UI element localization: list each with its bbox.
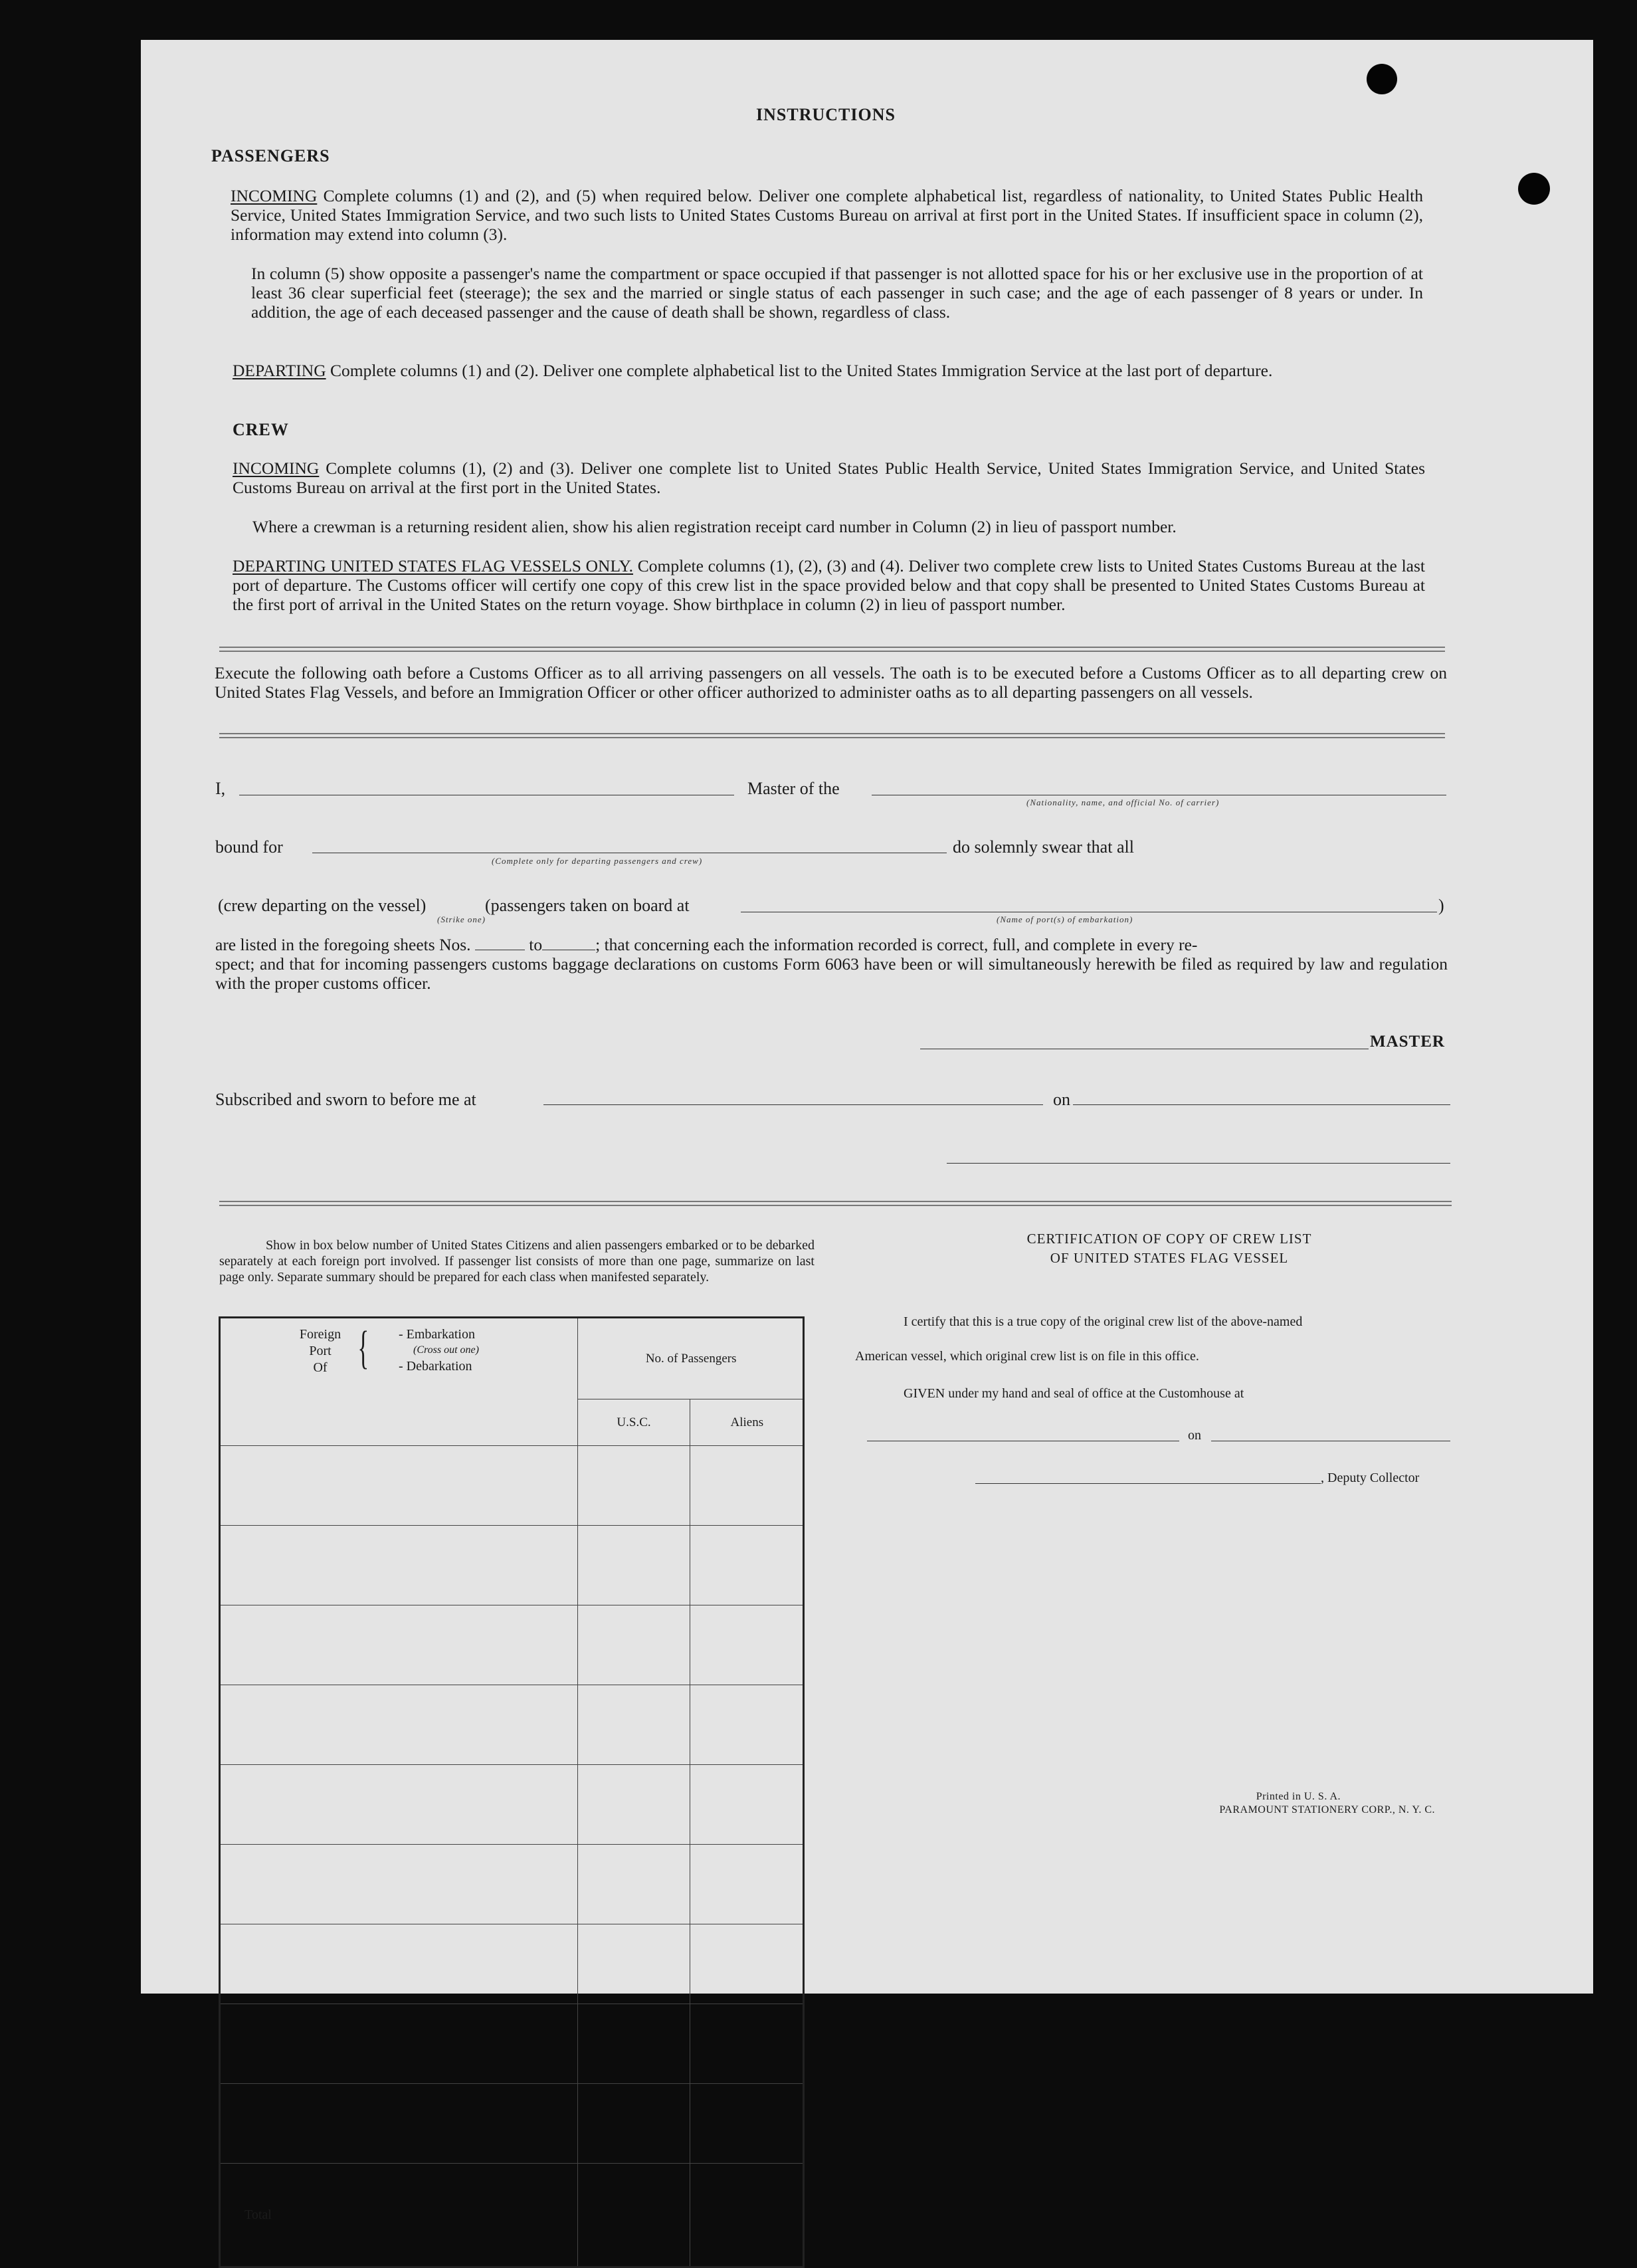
certification-title-line1: CERTIFICATION OF COPY OF CREW LIST bbox=[1026, 1231, 1312, 1247]
oath-rest-paragraph: spect; and that for incoming passengers customs baggage declarations on customs Form 6063 have been or will simultaneously herewith be filed as required by law and regulation with the proper customs officer. bbox=[215, 954, 1448, 993]
oath-i-label: I, bbox=[215, 779, 226, 798]
passengers-taken-option: (passengers taken on board at bbox=[485, 896, 690, 915]
certification-title-line2: OF UNITED STATES FLAG VESSEL bbox=[1050, 1250, 1289, 1266]
given-text: GIVEN under my hand and seal of office at the Customhouse at bbox=[904, 1386, 1244, 1401]
punch-hole-right bbox=[1518, 173, 1550, 205]
crew-resident-paragraph: Where a crewman is a returning resident alien, show his alien registration receipt card number in Column (2) in lieu of passport number. bbox=[252, 517, 1177, 536]
printer-imprint bbox=[1129, 1790, 1435, 1817]
of-label: Of bbox=[313, 1360, 328, 1375]
bound-for-label: bound for bbox=[215, 837, 283, 857]
usc-header: U.S.C. bbox=[578, 1399, 690, 1446]
passengers-column5-paragraph: In column (5) show opposite a passenger's name the compartment or space occupied if that passenger is not allotted space for his or her exclusive use in the proportion of at least 36 clear superficial feet (steerage); the sex and the married or single status of each passenger in such case; and the age of each passenger of 8 years or under. In addition, the age of each deceased passenger and the cause of death shall be shown, regardless of class. bbox=[251, 264, 1423, 322]
sworn-date-field[interactable] bbox=[1073, 1104, 1450, 1105]
ports-caption: (Name of port(s) of embarkation) bbox=[997, 914, 1133, 924]
to-label: to bbox=[529, 935, 543, 954]
passengers-departing-paragraph bbox=[233, 361, 1423, 380]
embarkation-label: - Embarkation bbox=[399, 1327, 475, 1342]
cross-out-label: (Cross out one) bbox=[413, 1344, 479, 1356]
divider-after-instructions bbox=[219, 647, 1445, 652]
swear-label: do solemnly swear that all bbox=[953, 837, 1134, 857]
port-label: Port bbox=[309, 1344, 332, 1358]
summary-instruction: Show in box below number of United States Citizens and alien passengers embarked or to be debarked separately at each foreign port involved. If passenger list consists of more than one page, summarize on last page only. Separate summary should be prepared for each class when manifested separately. bbox=[219, 1238, 815, 1285]
instructions-title: INSTRUCTIONS bbox=[756, 105, 896, 124]
certification-title bbox=[930, 1229, 1408, 1268]
master-label: MASTER bbox=[1370, 1033, 1445, 1051]
certify-line2: American vessel, which original crew list is on file in this office. bbox=[855, 1349, 1199, 1364]
oath-intro-paragraph: Execute the following oath before a Customs Officer as to all arriving passengers on all vessels. The oath is to be executed before a Customs Officer as to all departing crew on United States Flag Vessels, and before an Immigration Officer or other officer authorized to administer oaths as to all departing passengers on all vessels. bbox=[215, 663, 1447, 702]
brace-icon: { bbox=[357, 1322, 369, 1374]
divider-before-summary bbox=[219, 1201, 1452, 1206]
punch-hole-top bbox=[1367, 64, 1397, 94]
printer-line2: PARAMOUNT STATIONERY CORP., N. Y. C. bbox=[1219, 1804, 1435, 1815]
certification-on-label: on bbox=[1188, 1428, 1201, 1443]
deputy-collector-label: , Deputy Collector bbox=[1321, 1471, 1420, 1485]
crew-departing-paragraph bbox=[233, 556, 1425, 614]
passengers-heading: PASSENGERS bbox=[211, 146, 330, 165]
aliens-header: Aliens bbox=[690, 1399, 804, 1446]
concerning-text: ; that concerning each the information recorded is correct, full, and complete in every re- bbox=[595, 935, 1198, 954]
crew-departing-text: Complete columns (1), (2), (3) and (4). Deliver two complete crew lists to United States Customs Bureau at the last port of departure. The Customs officer will certify one copy of this crew list in the space provided below and that copy shall be presented to United States Customs Bureau at the first port of arrival in the United States on the return voyage. Show birthplace in column (2) in lieu of passport number. bbox=[233, 556, 1425, 614]
summary-table-frame bbox=[219, 1316, 805, 2268]
master-of-label: Master of the bbox=[747, 779, 840, 798]
close-paren: ) bbox=[1438, 896, 1444, 915]
crew-departing-option: (crew departing on the vessel) bbox=[218, 896, 427, 915]
strike-one-caption: (Strike one) bbox=[437, 914, 486, 924]
passengers-incoming-paragraph bbox=[231, 186, 1423, 244]
complete-only-caption: (Complete only for departing passengers and crew) bbox=[492, 856, 703, 866]
listed-in-label: are listed in the foregoing sheets Nos. bbox=[215, 935, 471, 954]
no-passengers-header: No. of Passengers bbox=[578, 1318, 805, 1399]
passengers-departing-text: Complete columns (1) and (2). Deliver one complete alphabetical list to the United States Immigration Service at the last port of departure. bbox=[326, 361, 1273, 380]
officer-signature-field[interactable] bbox=[947, 1163, 1450, 1164]
crew-departing-label: DEPARTING UNITED STATES FLAG VESSELS ONLY. bbox=[233, 556, 634, 575]
printer-line1: Printed in U. S. A. bbox=[1256, 1791, 1341, 1802]
subscribed-label: Subscribed and sworn to before me at bbox=[215, 1090, 476, 1109]
debarkation-label: - Debarkation bbox=[399, 1359, 472, 1374]
nationality-caption: (Nationality, name, and official No. of carrier) bbox=[1026, 797, 1220, 807]
crew-incoming-paragraph bbox=[233, 459, 1425, 497]
certify-line1: I certify that this is a true copy of the original crew list of the above-named bbox=[904, 1314, 1303, 1329]
sworn-on-label: on bbox=[1053, 1090, 1070, 1109]
passengers-incoming-text: Complete columns (1) and (2), and (5) when required below. Deliver one complete alphabetical list, regardless of nationality, to United States Public Health Service, United States Immigration Service, and two such lists to United States Customs Bureau on arrival at first port in the United States. If insufficient space in column (2), information may extend into column (3). bbox=[231, 186, 1423, 244]
divider-after-oath-intro bbox=[219, 733, 1445, 738]
crew-incoming-text: Complete columns (1), (2) and (3). Deliver one complete list to United States Public Health Service, United States Immigration Service, and United States Customs Bureau on arrival at the first port in the United States. bbox=[233, 459, 1425, 497]
total-label: Total bbox=[221, 2163, 578, 2267]
sheet-from-field[interactable] bbox=[475, 938, 525, 950]
crew-incoming-label: INCOMING bbox=[233, 459, 320, 478]
crew-heading: CREW bbox=[233, 420, 289, 439]
foreign-label: Foreign bbox=[299, 1327, 341, 1342]
sheet-to-field[interactable] bbox=[542, 938, 595, 950]
passengers-departing-label: DEPARTING bbox=[233, 361, 326, 380]
sworn-place-field[interactable] bbox=[543, 1104, 1043, 1105]
passengers-incoming-label: INCOMING bbox=[231, 186, 318, 205]
deputy-collector-field[interactable] bbox=[975, 1483, 1321, 1484]
listed-sheets-line bbox=[215, 935, 1448, 954]
